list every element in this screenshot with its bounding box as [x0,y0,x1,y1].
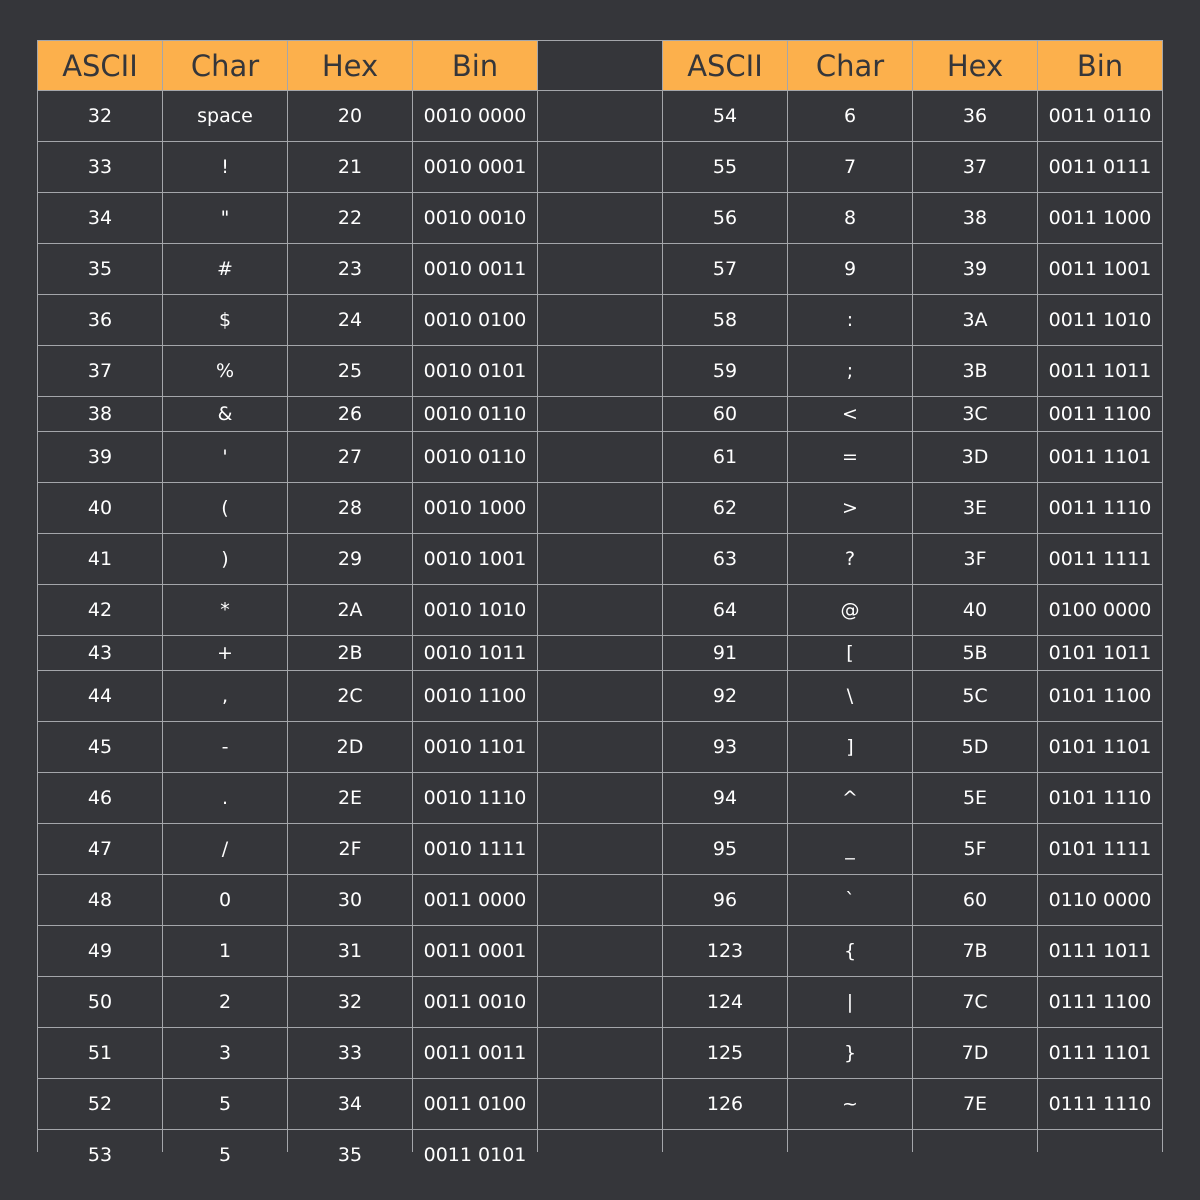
cell-ascii: 33 [38,142,162,192]
cell-hex: 24 [288,295,412,345]
cell-ascii: 50 [38,977,162,1027]
cell-ascii: 61 [663,432,787,482]
cell-hex: 3E [913,483,1037,533]
cell-ascii: 55 [663,142,787,192]
cell-hex: 3A [913,295,1037,345]
cell-bin: 0011 0011 [413,1028,537,1078]
cell-ascii: 91 [663,636,787,670]
cell-ascii: 39 [38,432,162,482]
cell-ascii: 43 [38,636,162,670]
cell-ascii: 59 [663,346,787,396]
cell-char: ( [163,483,287,533]
cell-char: ' [163,432,287,482]
cell-char: @ [788,585,912,635]
cell-ascii: 123 [663,926,787,976]
cell-ascii: 63 [663,534,787,584]
cell-ascii: 34 [38,193,162,243]
cell-bin: 0101 1110 [1038,773,1162,823]
cell-bin [1038,1130,1162,1180]
cell-hex: 34 [288,1079,412,1129]
cell-bin: 0011 0110 [1038,91,1162,141]
cell-ascii: 94 [663,773,787,823]
header-bin: Bin [1038,41,1162,90]
cell-char: ~ [788,1079,912,1129]
cell-char: & [163,397,287,431]
cell-hex: 40 [913,585,1037,635]
cell-bin: 0011 1101 [1038,432,1162,482]
cell-bin: 0111 1100 [1038,977,1162,1027]
column-gap [538,1028,662,1078]
cell-ascii: 37 [38,346,162,396]
column-gap [538,346,662,396]
header-ascii: ASCII [38,41,162,90]
column-gap [538,585,662,635]
cell-char: , [163,671,287,721]
cell-hex: 3C [913,397,1037,431]
cell-bin: 0010 0110 [413,397,537,431]
cell-hex [913,1130,1037,1180]
cell-hex: 25 [288,346,412,396]
cell-hex: 5E [913,773,1037,823]
cell-char: 2 [163,977,287,1027]
cell-bin: 0011 1011 [1038,346,1162,396]
cell-char: . [163,773,287,823]
cell-hex: 2D [288,722,412,772]
cell-hex: 5C [913,671,1037,721]
cell-char: + [163,636,287,670]
column-gap [538,41,662,90]
cell-bin: 0011 0111 [1038,142,1162,192]
header-ascii: ASCII [663,41,787,90]
cell-hex: 2C [288,671,412,721]
cell-bin: 0011 1100 [1038,397,1162,431]
cell-char: ] [788,722,912,772]
cell-char: # [163,244,287,294]
column-gap [538,977,662,1027]
cell-ascii: 38 [38,397,162,431]
column-gap [538,773,662,823]
cell-char: ^ [788,773,912,823]
cell-ascii [663,1130,787,1180]
cell-ascii: 35 [38,244,162,294]
cell-ascii: 126 [663,1079,787,1129]
cell-char: % [163,346,287,396]
cell-char: 7 [788,142,912,192]
cell-bin: 0010 1011 [413,636,537,670]
cell-char: ` [788,875,912,925]
cell-bin: 0011 0100 [413,1079,537,1129]
cell-bin: 0011 1110 [1038,483,1162,533]
cell-bin: 0010 1110 [413,773,537,823]
cell-hex: 7C [913,977,1037,1027]
cell-hex: 3B [913,346,1037,396]
cell-hex: 39 [913,244,1037,294]
cell-bin: 0010 0001 [413,142,537,192]
cell-bin: 0010 1010 [413,585,537,635]
cell-hex: 20 [288,91,412,141]
cell-char: - [163,722,287,772]
cell-ascii: 53 [38,1130,162,1180]
cell-ascii: 125 [663,1028,787,1078]
cell-hex: 7E [913,1079,1037,1129]
cell-bin: 0010 0010 [413,193,537,243]
cell-bin: 0010 0011 [413,244,537,294]
cell-bin: 0010 1000 [413,483,537,533]
cell-char: space [163,91,287,141]
cell-ascii: 96 [663,875,787,925]
header-bin: Bin [413,41,537,90]
cell-char: 3 [163,1028,287,1078]
cell-bin: 0111 1011 [1038,926,1162,976]
cell-char: 5 [163,1130,287,1180]
column-gap [538,483,662,533]
cell-bin: 0111 1101 [1038,1028,1162,1078]
cell-bin: 0011 0001 [413,926,537,976]
cell-hex: 2F [288,824,412,874]
cell-hex: 5B [913,636,1037,670]
cell-ascii: 47 [38,824,162,874]
cell-ascii: 57 [663,244,787,294]
cell-ascii: 41 [38,534,162,584]
cell-bin: 0011 1010 [1038,295,1162,345]
cell-ascii: 58 [663,295,787,345]
cell-hex: 28 [288,483,412,533]
cell-ascii: 36 [38,295,162,345]
column-gap [538,295,662,345]
cell-bin: 0011 1111 [1038,534,1162,584]
cell-ascii: 32 [38,91,162,141]
cell-ascii: 52 [38,1079,162,1129]
column-gap [538,142,662,192]
cell-ascii: 49 [38,926,162,976]
cell-char: : [788,295,912,345]
column-gap [538,91,662,141]
column-gap [538,926,662,976]
cell-bin: 0100 0000 [1038,585,1162,635]
cell-char: * [163,585,287,635]
cell-char: _ [788,824,912,874]
cell-bin: 0011 0101 [413,1130,537,1180]
cell-ascii: 40 [38,483,162,533]
cell-char: < [788,397,912,431]
cell-bin: 0101 1101 [1038,722,1162,772]
cell-ascii: 64 [663,585,787,635]
header-hex: Hex [913,41,1037,90]
cell-hex: 7B [913,926,1037,976]
cell-bin: 0010 1001 [413,534,537,584]
cell-ascii: 93 [663,722,787,772]
cell-hex: 38 [913,193,1037,243]
cell-char: [ [788,636,912,670]
cell-hex: 5D [913,722,1037,772]
cell-ascii: 42 [38,585,162,635]
cell-bin: 0011 1000 [1038,193,1162,243]
cell-char: 6 [788,91,912,141]
cell-hex: 30 [288,875,412,925]
column-gap [538,1130,662,1180]
cell-hex: 60 [913,875,1037,925]
cell-ascii: 124 [663,977,787,1027]
column-gap [538,875,662,925]
cell-char: | [788,977,912,1027]
cell-hex: 5F [913,824,1037,874]
cell-hex: 22 [288,193,412,243]
column-gap [538,432,662,482]
cell-bin: 0010 1111 [413,824,537,874]
cell-hex: 21 [288,142,412,192]
cell-char: ; [788,346,912,396]
cell-bin: 0010 1100 [413,671,537,721]
cell-char [788,1130,912,1180]
cell-char: " [163,193,287,243]
cell-ascii: 92 [663,671,787,721]
cell-hex: 33 [288,1028,412,1078]
column-gap [538,722,662,772]
cell-ascii: 56 [663,193,787,243]
column-gap [538,397,662,431]
cell-char: 9 [788,244,912,294]
column-gap [538,244,662,294]
cell-char: ! [163,142,287,192]
cell-hex: 27 [288,432,412,482]
cell-char: } [788,1028,912,1078]
cell-hex: 36 [913,91,1037,141]
cell-hex: 7D [913,1028,1037,1078]
cell-hex: 2A [288,585,412,635]
cell-char: 0 [163,875,287,925]
cell-char: / [163,824,287,874]
header-hex: Hex [288,41,412,90]
cell-hex: 3F [913,534,1037,584]
cell-bin: 0101 1111 [1038,824,1162,874]
cell-char: ) [163,534,287,584]
cell-bin: 0111 1110 [1038,1079,1162,1129]
cell-hex: 29 [288,534,412,584]
cell-ascii: 62 [663,483,787,533]
cell-bin: 0011 0000 [413,875,537,925]
cell-bin: 0010 0101 [413,346,537,396]
cell-hex: 31 [288,926,412,976]
cell-ascii: 54 [663,91,787,141]
cell-char: ? [788,534,912,584]
cell-ascii: 51 [38,1028,162,1078]
column-gap [538,1079,662,1129]
cell-ascii: 60 [663,397,787,431]
cell-bin: 0011 1001 [1038,244,1162,294]
cell-char: 5 [163,1079,287,1129]
cell-bin: 0010 0110 [413,432,537,482]
cell-bin: 0011 0010 [413,977,537,1027]
cell-hex: 32 [288,977,412,1027]
cell-hex: 35 [288,1130,412,1180]
cell-bin: 0010 0000 [413,91,537,141]
cell-hex: 2E [288,773,412,823]
cell-ascii: 46 [38,773,162,823]
column-gap [538,636,662,670]
cell-hex: 26 [288,397,412,431]
cell-char: $ [163,295,287,345]
cell-bin: 0010 1101 [413,722,537,772]
cell-hex: 2B [288,636,412,670]
ascii-table [37,40,1163,1166]
cell-bin: 0101 1100 [1038,671,1162,721]
cell-char: 8 [788,193,912,243]
cell-ascii: 45 [38,722,162,772]
column-gap [538,824,662,874]
header-char: Char [163,41,287,90]
cell-bin: 0010 0100 [413,295,537,345]
header-char: Char [788,41,912,90]
cell-char: = [788,432,912,482]
cell-ascii: 95 [663,824,787,874]
column-gap [538,671,662,721]
cell-bin: 0110 0000 [1038,875,1162,925]
column-gap [538,193,662,243]
column-gap [538,534,662,584]
cell-char: > [788,483,912,533]
cell-hex: 23 [288,244,412,294]
cell-char: \ [788,671,912,721]
cell-char: { [788,926,912,976]
cell-char: 1 [163,926,287,976]
cell-bin: 0101 1011 [1038,636,1162,670]
cell-ascii: 44 [38,671,162,721]
cell-ascii: 48 [38,875,162,925]
cell-hex: 37 [913,142,1037,192]
cell-hex: 3D [913,432,1037,482]
